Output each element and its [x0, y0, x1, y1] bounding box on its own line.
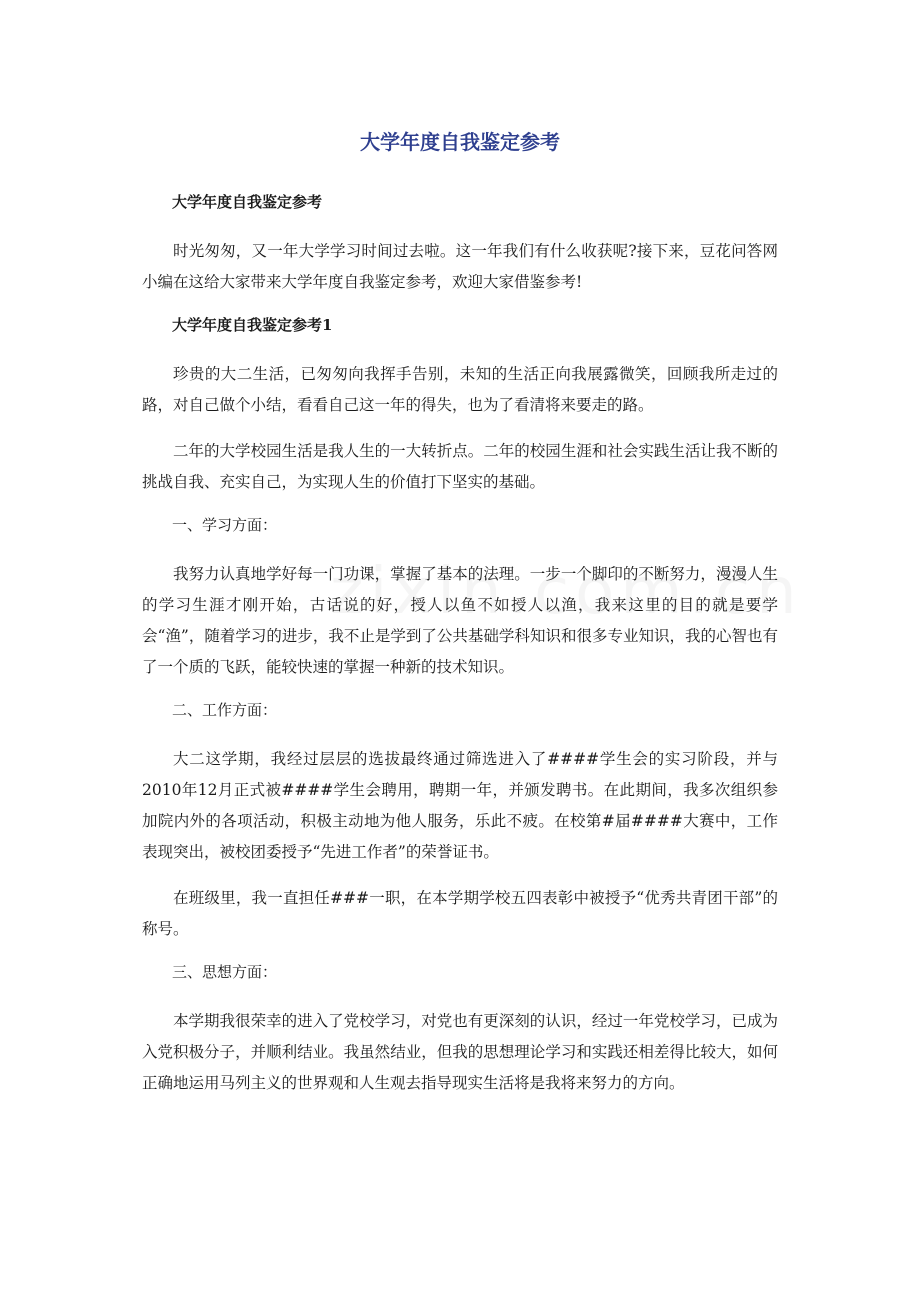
paragraph-2: 二年的大学校园生活是我人生的一大转折点。二年的校园生涯和社会实践生活让我不断的挑战自我、充实自己，为实现人生的价值打下坚实的基础。: [142, 442, 778, 491]
document-title: 大学年度自我鉴定参考: [360, 130, 560, 154]
document-page: [142, 124, 778, 1114]
section-heading: 大学年度自我鉴定参考1: [172, 316, 333, 334]
intro-paragraph: 时光匆匆，又一年大学学习时间过去啦。这一年我们有什么收获呢?接下来，豆花问答网小编在这给大家带来大学年度自我鉴定参考，欢迎大家借鉴参考!: [142, 242, 778, 291]
paragraph-6: 本学期我很荣幸的进入了党校学习，对党也有更深刻的认识，经过一年党校学习，已成为入党积极分子，并顺利结业。我虽然结业，但我的思想理论学习和实践还相差得比较大，如何正确地运用马列主义的世界观和人生观去指导现实生活将是我将来努力的方向。: [142, 1012, 778, 1092]
paragraph-4: 大二这学期，我经过层层的选拔最终通过筛选进入了####学生会的实习阶段，并与2010年12月正式被####学生会聘用，聘期一年，并颁发聘书。在此期间，我多次组织参加院内外的各项活动，积极主动地为他人服务，乐此不疲。在校第#届####大赛中，工作表现突出，被校团委授予“先进工作者”的荣誉证书。: [142, 750, 778, 861]
work-heading: 二、工作方面：: [172, 701, 278, 719]
subtitle-heading: 大学年度自我鉴定参考: [172, 193, 323, 211]
paragraph-1: 珍贵的大二生活，已匆匆向我挥手告别，未知的生活正向我展露微笑，回顾我所走过的路，对自己做个小结，看看自己这一年的得失，也为了看清将来要走的路。: [142, 365, 778, 414]
paragraph-3: 我努力认真地学好每一门功课，掌握了基本的法理。一步一个脚印的不断努力，漫漫人生的学习生涯才刚开始，古话说的好，授人以鱼不如授人以渔，我来这里的目的就是要学会“渔”，随着学习的进步，我不止是学到了公共基础学科知识和很多专业知识，我的心智也有了一个质的飞跃，能较快速的掌握一种新的技术知识。: [142, 565, 778, 676]
paragraph-5: 在班级里，我一直担任###一职，在本学期学校五四表彰中被授予“优秀共青团干部”的称号。: [142, 889, 778, 938]
study-heading: 一、学习方面：: [172, 516, 278, 534]
thought-heading: 三、思想方面：: [172, 963, 278, 981]
